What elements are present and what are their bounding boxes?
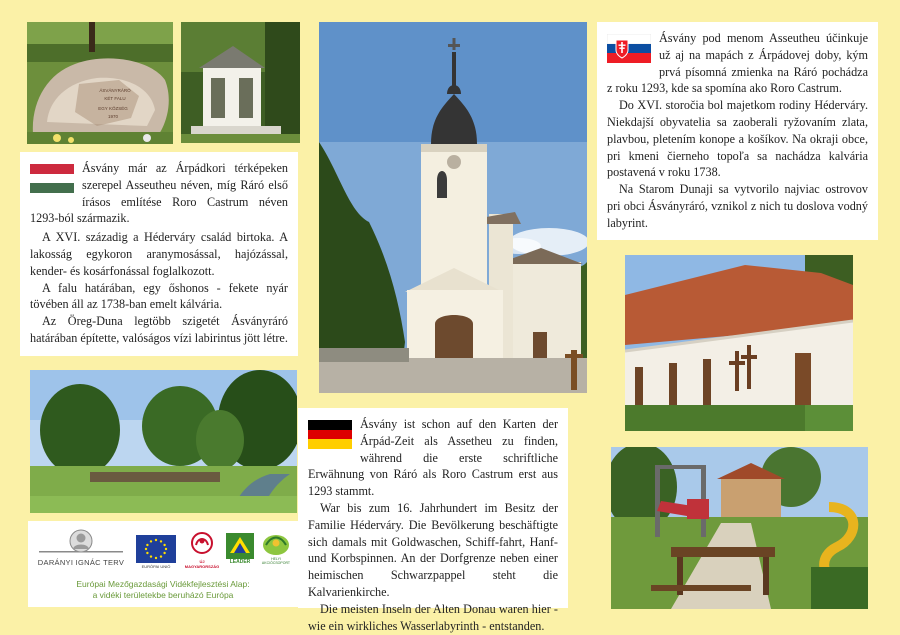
funding-caption-line-2: a vidéki területekbe beruházó Európa (92, 590, 234, 600)
photo-house-crosses (625, 255, 853, 431)
stone-inscription-1: ÁSVÁNYRÁRÓ (99, 88, 131, 93)
eu-stars-icon (136, 535, 176, 563)
stone-inscription-4: 1970 (107, 114, 119, 119)
photo-calvary-pavilion (181, 22, 300, 143)
stone-inscription-3: EGY KÖZSÉG (98, 106, 128, 111)
eu-flag-label: EURÓPAI UNIÓ (141, 564, 171, 569)
hungarian-paragraph-1: Ásvány már az Árpádkori térképeken szerepel Asseutheu néven, míg Ráró első írásos említése Roro Castrum néven 1293-ból származik. (30, 161, 288, 226)
local-group-label: HELYI AKCIÓCSOPORT (261, 557, 291, 565)
darany-ignac-logo (34, 527, 128, 571)
eu-flag-logo (136, 535, 176, 569)
german-text-panel (298, 408, 568, 633)
funding-caption-line-1: Európai Mezőgazdasági Vidékfejlesztési Alap: (76, 579, 250, 589)
photo-park-river (30, 370, 297, 513)
hungarian-flag-icon (30, 164, 74, 193)
leader-label: LEADER (229, 559, 251, 565)
hungarian-paragraph-4: Az Öreg-Duna legtöbb szigetét Ásványráró határában építette, valóságos vízi labirintus jött létre. (30, 314, 288, 345)
local-action-group-logo (260, 531, 292, 567)
photo-playground (611, 447, 868, 609)
umvp-emblem-icon (184, 531, 220, 559)
umvp-label: ÚJ MAGYARORSZÁG (184, 559, 220, 569)
german-paragraph-1: Ásvány ist schon auf den Karten der Árpád-Zeit als Assetheu zu finden, während die erste schriftliche Erwähnung von Ráró als Roro Castrum erst aus 1293 stammt. (308, 417, 558, 499)
local-group-emblem-icon (260, 531, 292, 557)
stone-inscription-2: KÉT FALU (104, 96, 126, 101)
hungarian-paragraph-2: A XVI. századig a Héderváry család birtoka. A lakosság egykoron aranymosással, hajózással, kender- és kosárfonással foglalkozott. (30, 230, 288, 278)
german-paragraph-2: War bis zum 16. Jahrhundert im Besitz der Familie Héderváry. Die Bevölkerung beschäftigte sich damals mit Goldwaschen, Schiff-fahrt, Hanf- und Korbspinnen. An der Dorfgrenze neben einer heimischen Schwarzpappel steht die Kalvarienkirche. (308, 500, 558, 599)
leader-logo (226, 533, 254, 569)
slovak-paragraph-1: Ásvány pod menom Asseutheu účinkuje už aj na mapách z Árpádovej doby, kým prvá písomná zmienka na Ráró pochádza z roku 1293, kde sa spomína ako Roro Castrum. (607, 31, 868, 96)
slovak-flag-icon (607, 34, 651, 63)
slovak-paragraph-2: Do XVI. storočia bol majetkom rodiny Héderváry. Niekdajší obyvatelia sa zaoberali ryžovaním zlata, plavbou, pletením konope a košíkov. Na okraji obce, pri kmeni čierneho topoľa sa nachádza kalvária postavená v roku 1738. (607, 98, 868, 180)
funding-logos-panel (28, 521, 298, 607)
photo-stone-monument (27, 22, 173, 144)
german-paragraph-3: Die meisten Inseln der Alten Donau waren hier - wie ein wirkliches Wasserlabyrinth - entstanden. (308, 601, 558, 633)
hungarian-paragraph-3: A falu határában, egy őshonos - fekete nyár tövében áll az 1738-ban emelt kálvária. (30, 280, 288, 312)
slovak-paragraph-3: Na Starom Dunaji sa vytvorilo najviac ostrovov pri obci Ásványráró, vznikol z nich tu doslova vodný labyrint. (607, 182, 868, 230)
umvp-logo (184, 531, 220, 567)
photo-church (319, 22, 587, 393)
leader-emblem-icon (226, 533, 254, 559)
hungarian-text-panel (20, 152, 298, 356)
slovak-text-panel (597, 22, 878, 240)
darany-ignac-label: DARÁNYI IGNÁC TERV (37, 558, 125, 567)
german-flag-icon (308, 420, 352, 449)
